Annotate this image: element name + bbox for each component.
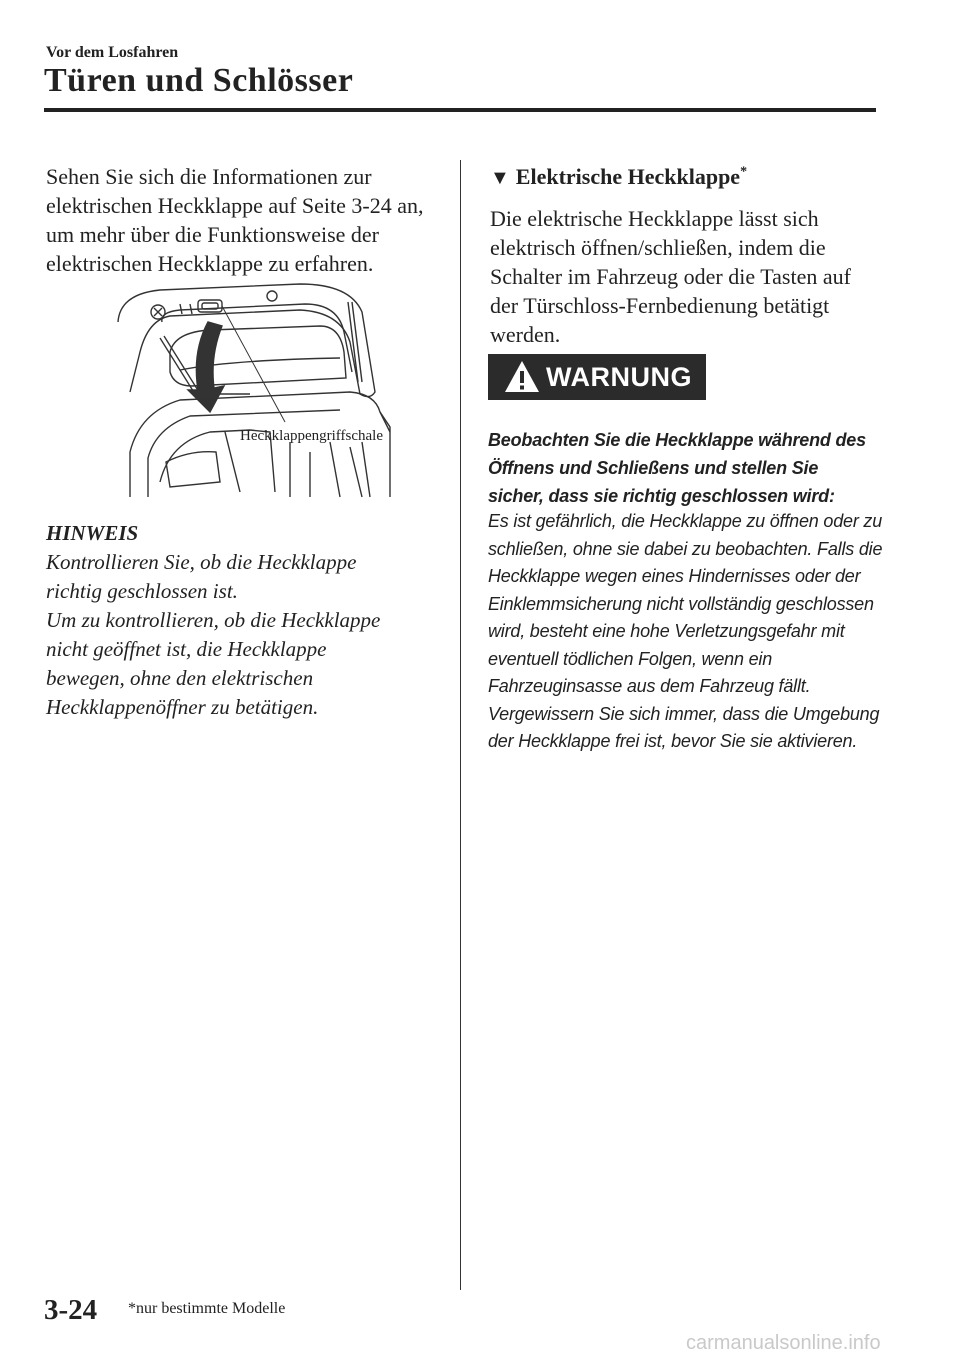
header-rule <box>44 108 876 112</box>
section-title: Vor dem Losfahren <box>46 44 179 61</box>
watermark: carmanualsonline.info <box>686 1332 881 1354</box>
footnote: *nur bestimmte Modelle <box>128 1300 286 1317</box>
note-heading: HINWEIS <box>46 521 139 545</box>
left-intro-paragraph: Sehen Sie sich die Informationen zur elektrischen Heckklappe auf Seite 3-24 an, um mehr über die Funktionsweise der elektrischen Heckklappe zu erfahren. <box>46 164 424 276</box>
note-body <box>46 548 446 722</box>
note-line: Kontrollieren Sie, ob die Heckklappe <box>46 550 357 574</box>
warning-triangle-icon <box>502 357 542 397</box>
note-line: richtig geschlossen ist. <box>46 579 238 603</box>
warning-body-paragraph: Es ist gefährlich, die Heckklappe zu öffnen oder zu schließen, ohne sie dabei zu beobachten. Falls die Heckklappe wegen eines Hindernisses oder der Einklemmsicherung nicht vollständig geschlossen wird, besteht eine hohe Verletzungsgefahr mit eventuell tödlichen Folgen, wenn ein Fahrzeuginsasse aus dem Fahrzeug fällt. <box>488 511 883 696</box>
page-number: 3-24 <box>44 1294 98 1326</box>
warning-body-paragraph: Vergewissern Sie sich immer, dass die Umgebung der Heckklappe frei ist, bevor Sie sie aktivieren. <box>488 703 880 751</box>
chapter-title: Türen und Schlösser <box>44 62 354 99</box>
figure-label: Heckklappengriffschale <box>240 428 383 444</box>
note-line: nicht geöffnet ist, die Heckklappe <box>46 637 327 661</box>
note-line: Heckklappenöffner zu betätigen. <box>46 695 319 719</box>
note-line: bewegen, ohne den elektrischen <box>46 666 314 690</box>
subsection-title-text: Elektrische Heckklappe <box>515 164 741 189</box>
right-intro-paragraph: Die elektrische Heckklappe lässt sich elektrisch öffnen/schließen, indem die Schalter im Fahrzeug oder die Tasten auf der Türschloss-Fernbedienung betätigt werden. <box>490 206 851 347</box>
asterisk-marker: * <box>740 164 748 180</box>
triangle-marker-icon: ▼ <box>490 167 510 189</box>
warning-badge <box>488 354 706 400</box>
warning-bold-text: Beobachten Sie die Heckklappe während des Öffnens und Schließens und stellen Sie sicher, dass sie richtig geschlossen wird: <box>488 430 866 506</box>
subsection-title <box>490 164 747 190</box>
note-line: Um zu kontrollieren, ob die Heckklappe <box>46 608 381 632</box>
warning-label: WARNUNG <box>546 361 692 392</box>
tailgate-illustration <box>100 282 400 502</box>
column-divider <box>460 160 461 1290</box>
warning-body <box>488 508 883 756</box>
